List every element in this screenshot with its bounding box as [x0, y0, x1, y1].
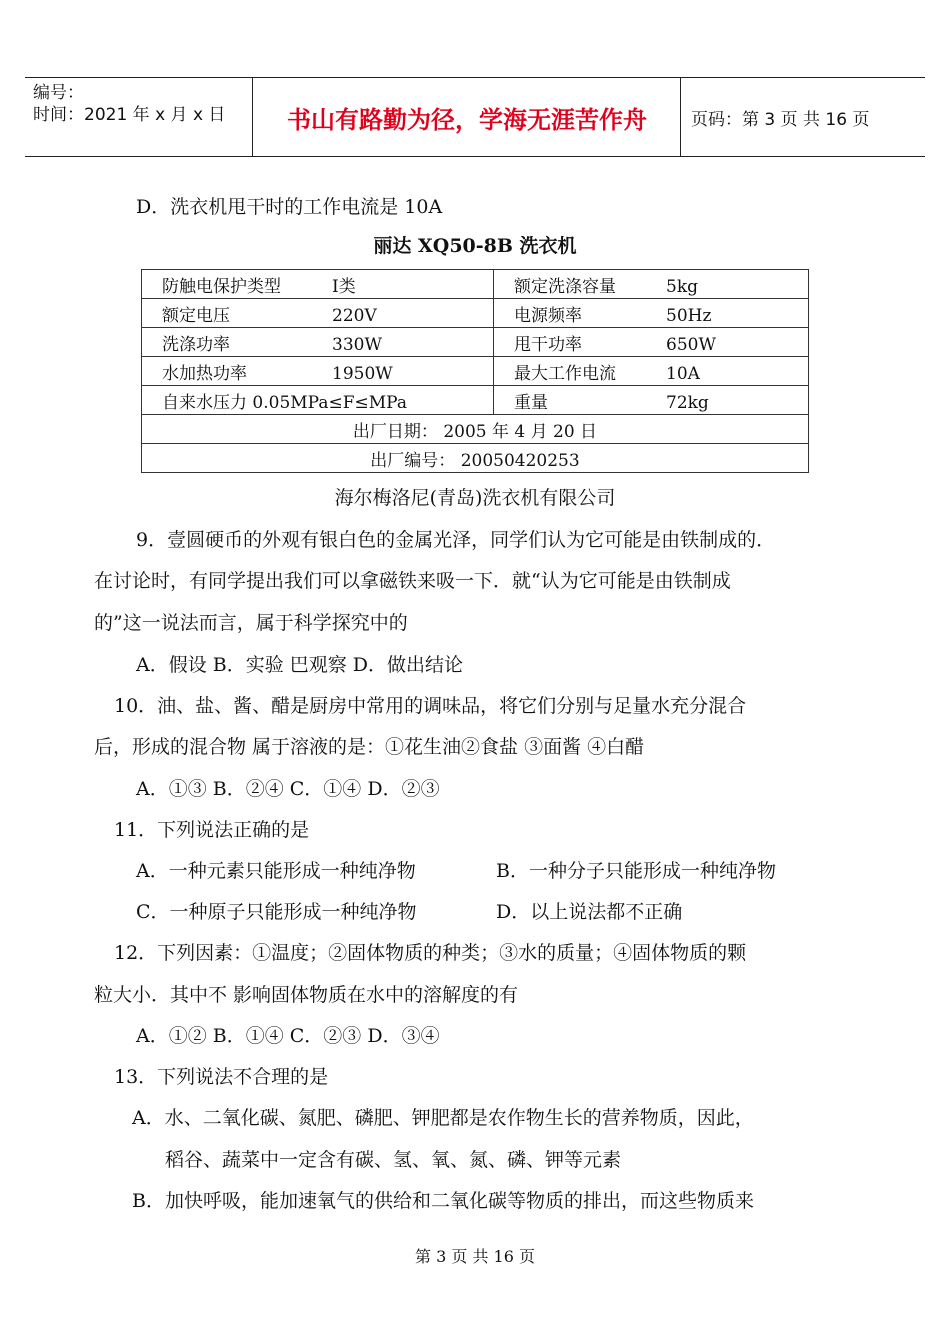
spec-cell: 最大工作电流 10A — [494, 357, 809, 386]
number-label: 编号： — [33, 83, 84, 103]
table-row — [142, 270, 809, 299]
page-header — [25, 77, 925, 157]
spec-cell: 额定洗涤容量 5kg — [494, 270, 809, 299]
header-page-info: 页码：第 3 页 共 16 页 — [691, 109, 870, 130]
q10-options: A．①③ B．②④ C．①④ D．②③ — [136, 778, 440, 800]
spec-table — [141, 269, 809, 473]
spec-cell: 甩干功率 650W — [494, 328, 809, 357]
q12-line1: 12．下列因素：①温度；②固体物质的种类；③水的质量；④固体物质的颗 — [114, 942, 747, 964]
q9-line2: 在讨论时，有同学提出我们可以拿磁铁来吸一下．就“认为它可能是由铁制成 — [94, 570, 731, 592]
spec-cell: 自来水压力 0.05MPa≤F≤MPa — [142, 386, 494, 415]
q13-stem: 13．下列说法不合理的是 — [114, 1066, 329, 1088]
q11-option-a: A．一种元素只能形成一种纯净物 — [136, 860, 416, 882]
q9-line3: 的”这一说法而言，属于科学探究中的 — [94, 612, 408, 634]
table-row — [142, 328, 809, 357]
q10-line1: 10．油、盐、酱、醋是厨房中常用的调味品，将它们分别与足量水充分混合 — [114, 695, 747, 717]
table-row — [142, 386, 809, 415]
spec-cell: 洗涤功率 330W — [142, 328, 494, 357]
q12-options: A．①② B．①④ C．②③ D．③④ — [136, 1025, 440, 1047]
spec-cell: 额定电压 220V — [142, 299, 494, 328]
q12-line2: 粒大小．其中不 影响固体物质在水中的溶解度的有 — [94, 984, 519, 1006]
table-row — [142, 444, 809, 473]
spec-cell: 水加热功率 1950W — [142, 357, 494, 386]
page-footer: 第 3 页 共 16 页 — [415, 1247, 535, 1266]
q11-stem: 11．下列说法正确的是 — [114, 819, 310, 841]
header-meta — [25, 78, 253, 156]
table-row — [142, 299, 809, 328]
time-label: 时间：2021 年 x 月 x 日 — [33, 105, 226, 125]
q11-option-d: D．以上说法都不正确 — [496, 901, 683, 923]
q9-options: A．假设 B．实验 巴观察 D．做出结论 — [136, 654, 464, 676]
spec-cell: 重量 72kg — [494, 386, 809, 415]
table-row — [142, 357, 809, 386]
q11-option-c: C．一种原子只能形成一种纯净物 — [136, 901, 417, 923]
spec-cell: 电源频率 50Hz — [494, 299, 809, 328]
q11-option-b: B．一种分子只能形成一种纯净物 — [496, 860, 776, 882]
q13-option-b-line1: B．加快呼吸，能加速氧气的供给和二氧化碳等物质的排出，而这些物质来 — [132, 1190, 754, 1212]
manufacturer: 海尔梅洛尼(青岛)洗衣机有限公司 — [334, 487, 616, 509]
q13-option-a-line1: A．水、二氧化碳、氮肥、磷肥、钾肥都是农作物生长的营养物质，因此， — [132, 1107, 754, 1129]
option-d-previous: D．洗衣机甩干时的工作电流是 10A — [136, 196, 443, 218]
production-number: 出厂编号： 20050420253 — [142, 444, 809, 473]
spec-cell: 防触电保护类型 Ⅰ类 — [142, 270, 494, 299]
q9-line1: 9．壹圆硬币的外观有银白色的金属光泽，同学们认为它可能是由铁制成的． — [136, 529, 776, 551]
header-motto: 书山有路勤为径，学海无涯苦作舟 — [254, 78, 681, 156]
spec-title: 丽达 XQ50-8B 洗衣机 — [373, 235, 577, 257]
production-date: 出厂日期： 2005 年 4 月 20 日 — [142, 415, 809, 444]
table-row — [142, 415, 809, 444]
q13-option-a-line2: 稻谷、蔬菜中一定含有碳、氢、氧、氮、磷、钾等元素 — [165, 1149, 622, 1171]
q10-line2: 后，形成的混合物 属于溶液的是：①花生油②食盐 ③面酱 ④白醋 — [94, 736, 645, 758]
